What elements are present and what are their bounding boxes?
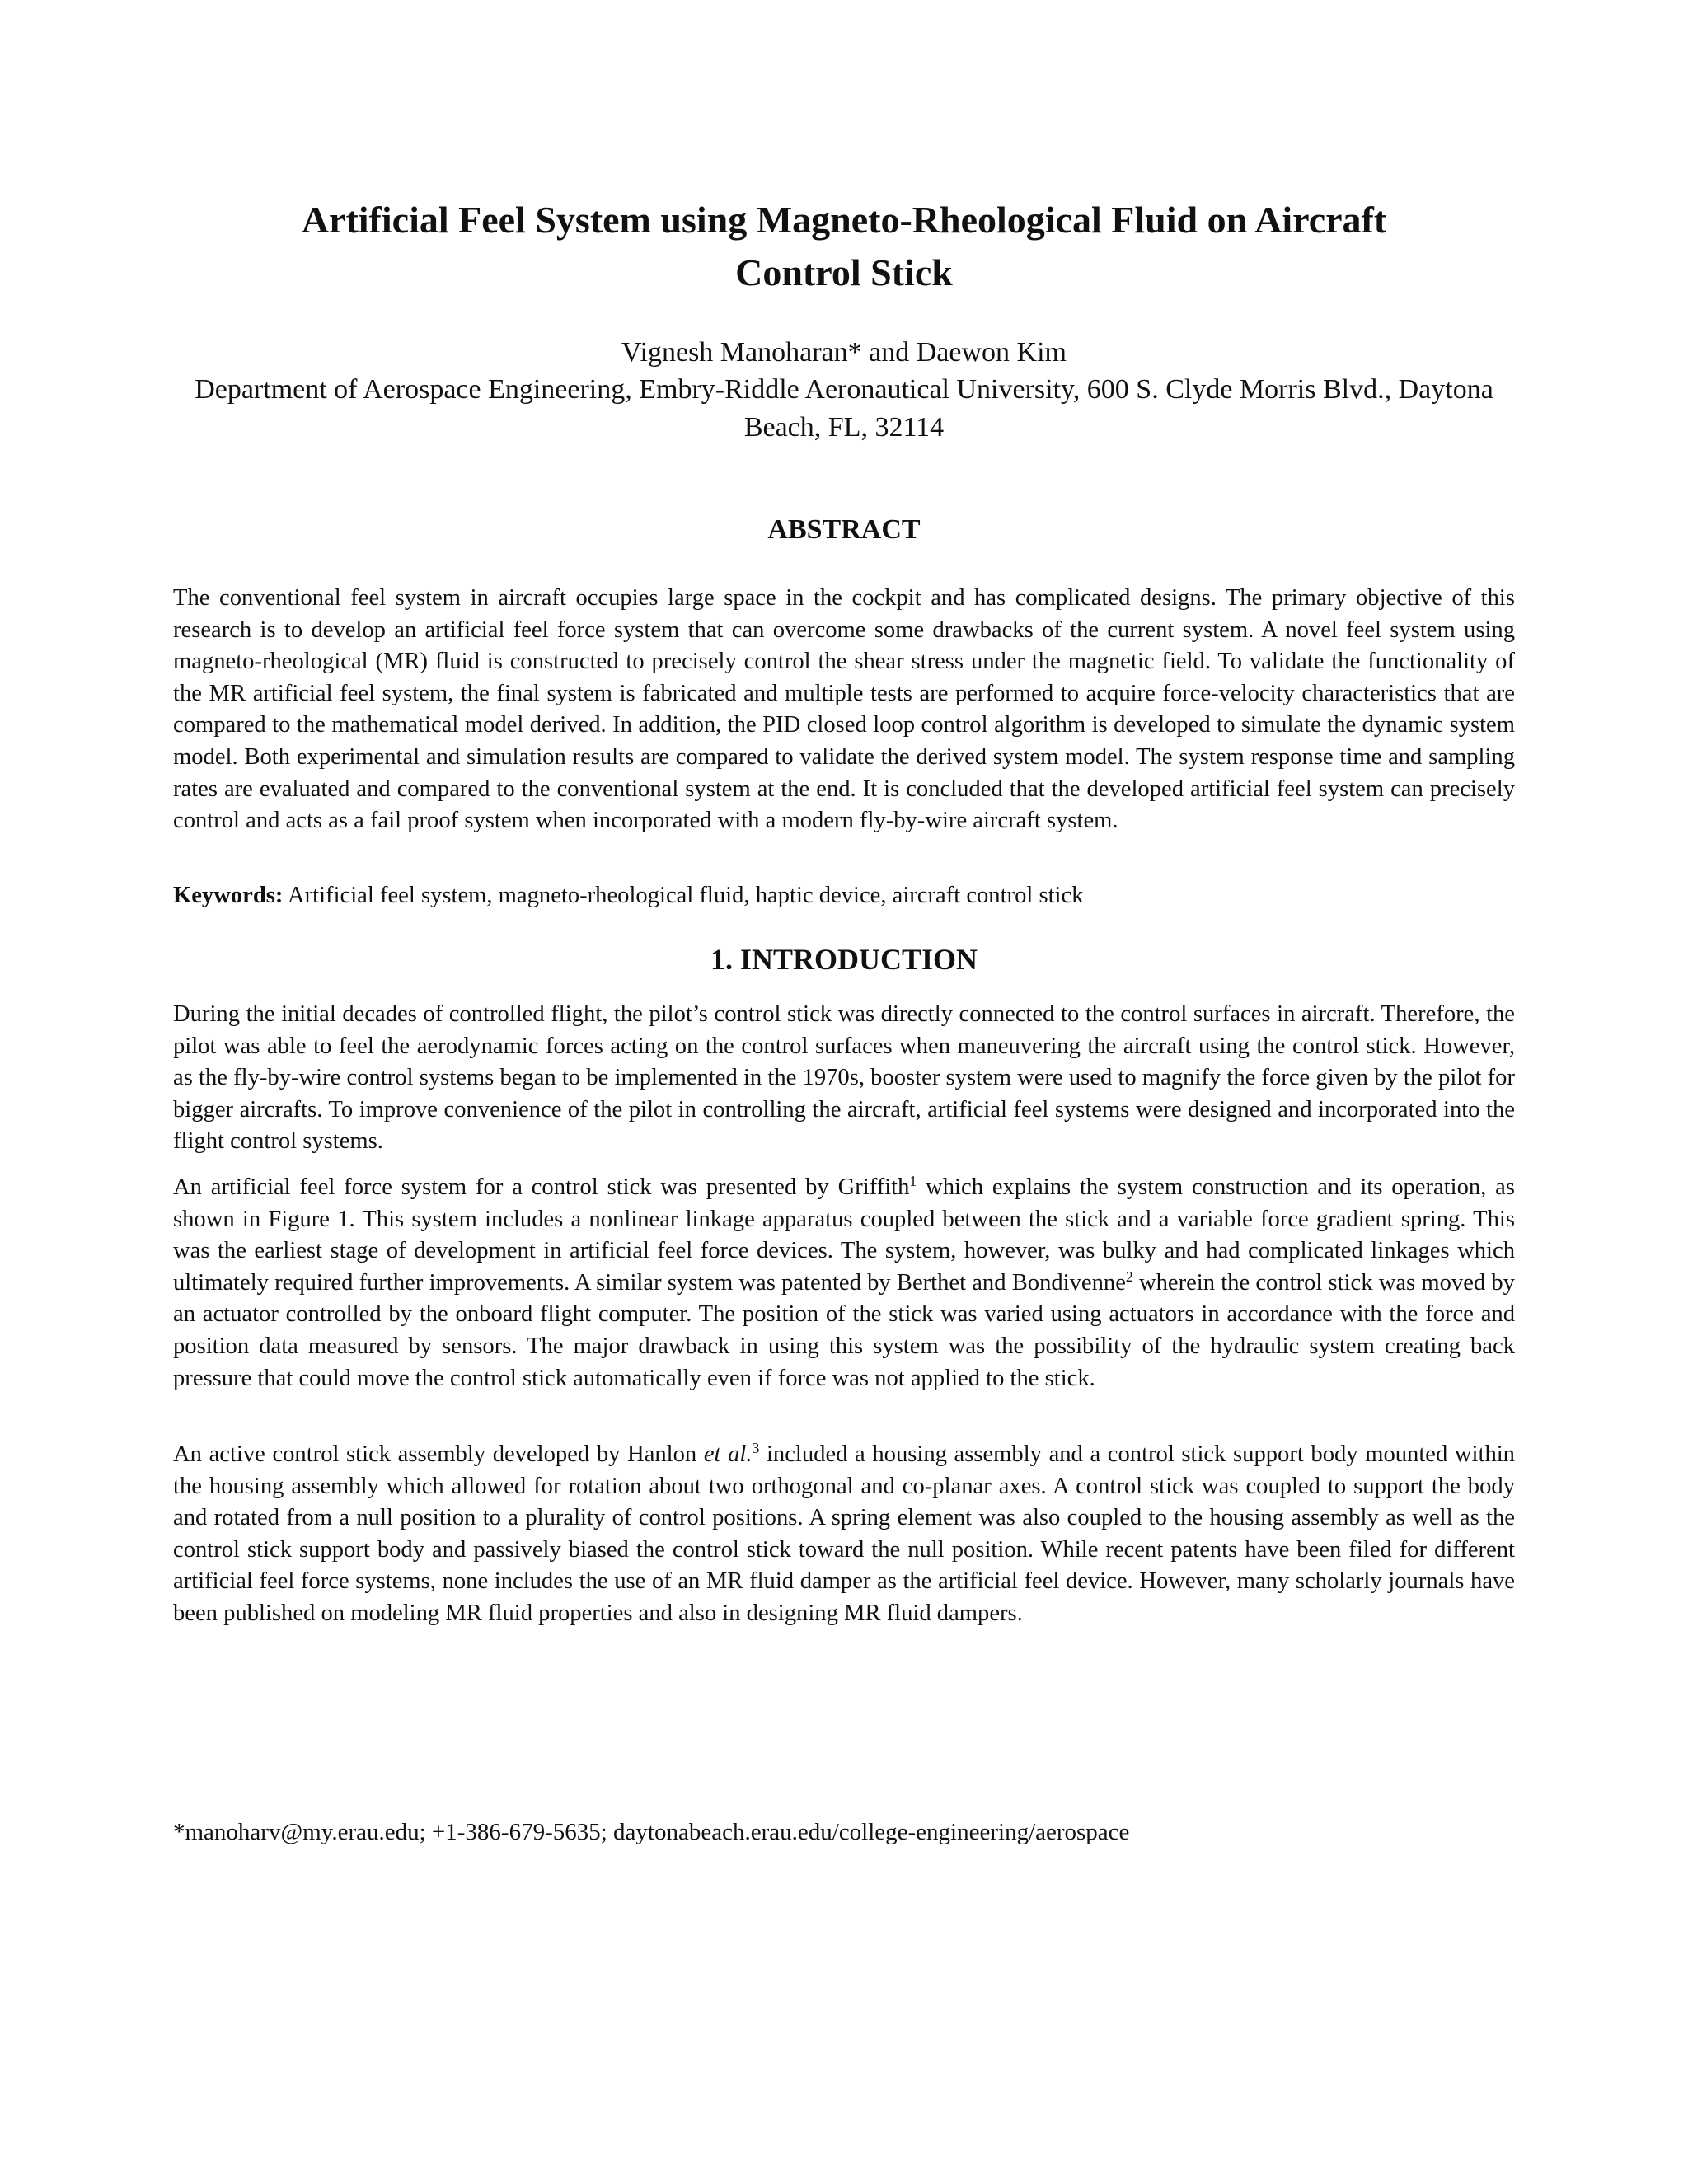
- paragraph-2-text-c: wherein the control stick was moved by an actuator controlled by the onboard flight computer. The position of the stick was varied using actuators in accordance with the force and position data measured by sensors. The major drawback in using this system was the possibility of the hydraulic system creating back pressure that could move the control stick automatically even if force was not applied to the stick.: [173, 1269, 1515, 1391]
- paragraph-3-text-a: An active control stick assembly developed by Hanlon: [173, 1441, 704, 1467]
- title-line-1: Artificial Feel System using Magneto-Rheological Fluid on Aircraft: [301, 199, 1387, 241]
- paragraph-2-text-a: An artificial feel force system for a control stick was presented by Griffith: [173, 1174, 910, 1200]
- citation-ref-2: 2: [1125, 1268, 1133, 1286]
- introduction-paragraph-2: [173, 1172, 1515, 1394]
- introduction-paragraph-1: During the initial decades of controlled flight, the pilot’s control stick was directly connected to the control surfaces in aircraft. Therefore, the pilot was able to feel the aerodynamic forces acting on the control surfaces when maneuvering the aircraft using the control stick. However, as the fly-by-wire control systems began to be implemented in the 1970s, booster system were used to magnify the force given by the pilot for bigger aircrafts. To improve convenience of the pilot in controlling the aircraft, artificial feel systems were designed and incorporated into the flight control systems.: [173, 1001, 1515, 1155]
- paragraph-3-text-b: included a housing assembly and a control stick support body mounted within the housing assembly which allowed for rotation about two orthogonal and co-planar axes. A control stick was coupled to support the body and rotated from a null position to a plurality of control positions. A spring element was also coupled to the housing assembly as well as the control stick support body and passively biased the control stick toward the null position. While recent patents have been filed for different artificial feel force systems, none includes the use of an MR fluid damper as the artificial feel device. However, many scholarly journals have been published on modeling MR fluid properties and also in designing MR fluid dampers.: [173, 1441, 1515, 1626]
- author-list: Vignesh Manoharan* and Daewon Kim: [621, 337, 1067, 368]
- paragraph-2-text-b: which explains the system construction and its operation, as shown in Figure 1. This system includes a nonlinear linkage apparatus coupled between the stick and a variable force gradient spring. This was the earliest stage of development in artificial feel force devices. The system, however, was bulky and had complicated linkages which ultimately required further improvements. A similar system was patented by Berthet and Bondivenne: [173, 1174, 1515, 1296]
- abstract-heading: ABSTRACT: [767, 514, 921, 545]
- citation-ref-3: 3: [752, 1440, 760, 1457]
- introduction-paragraph-3: [173, 1439, 1515, 1630]
- keywords: [173, 880, 1515, 912]
- author-affiliation: Department of Aerospace Engineering, Embry-Riddle Aeronautical University, 600 S. Clyde Morris Blvd., Daytona Beach, FL, 32114: [195, 374, 1493, 443]
- introduction-heading: 1. INTRODUCTION: [710, 943, 978, 976]
- title-line-2: Control Stick: [735, 251, 953, 294]
- keywords-text: Artificial feel system, magneto-rheological fluid, haptic device, aircraft control stick: [288, 883, 1084, 908]
- corresponding-author-footnote: *manoharv@my.erau.edu; +1-386-679-5635; daytonabeach.erau.edu/college-engineering/aerospace: [173, 1819, 1130, 1845]
- abstract-body: The conventional feel system in aircraft occupies large space in the cockpit and has complicated designs. The primary objective of this research is to develop an artificial feel force system that can overcome some drawbacks of the current system. A novel feel system using magneto-rheological (MR) fluid is constructed to precisely control the shear stress under the magnetic field. To validate the functionality of the MR artificial feel system, the final system is fabricated and multiple tests are performed to acquire force-velocity characteristics that are compared to the mathematical model derived. In addition, the PID closed loop control algorithm is developed to simulate the dynamic system model. Both experimental and simulation results are compared to validate the derived system model. The system response time and sampling rates are evaluated and compared to the conventional system at the end. It is concluded that the developed artificial feel system can precisely control and acts as a fail proof system when incorporated with a modern fly-by-wire aircraft system.: [173, 585, 1515, 834]
- et-al-italic: et al.: [703, 1441, 753, 1467]
- paper-title: [0, 194, 1688, 300]
- keywords-label: Keywords:: [173, 883, 284, 908]
- citation-ref-1: 1: [909, 1173, 917, 1190]
